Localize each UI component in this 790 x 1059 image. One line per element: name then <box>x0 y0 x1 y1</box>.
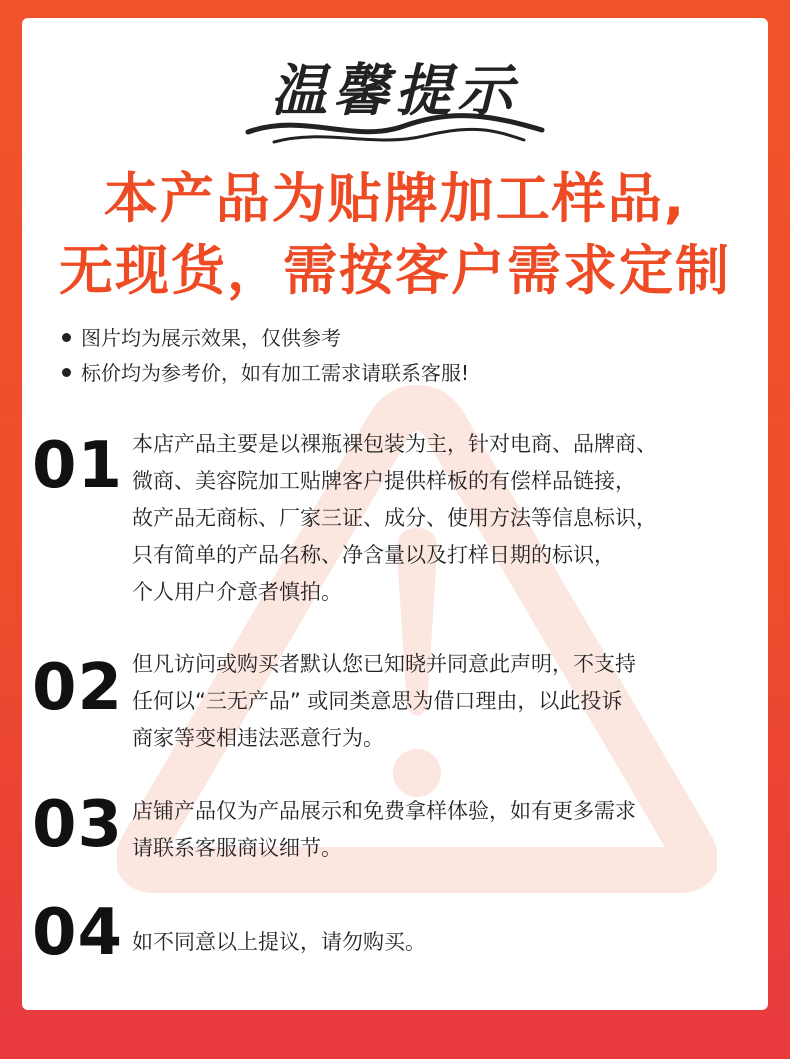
item-line: 个人用户介意者慎拍。 <box>132 580 342 604</box>
bullet-dot-icon <box>62 368 71 377</box>
bullet-item <box>62 324 341 352</box>
item-line: 故产品无商标、厂家三证、成分、使用方法等信息标识， <box>132 506 657 530</box>
item-text <box>132 646 742 757</box>
item-number: 02 <box>32 651 124 725</box>
item-line: 任何以“三无产品” 或同类意思为借口理由，以此投诉 <box>132 689 623 713</box>
item-text <box>132 924 742 961</box>
headline-line-2: 无现货，需按客户需求定制 <box>59 239 731 302</box>
item-line: 商家等变相违法恶意行为。 <box>132 726 384 750</box>
item-number: 04 <box>32 896 124 970</box>
item-text <box>132 793 742 867</box>
bullet-text: 图片均为展示效果，仅供参考 <box>81 326 341 350</box>
logo <box>244 48 546 148</box>
item-text <box>132 426 742 611</box>
item-line: 本店产品主要是以裸瓶裸包装为主，针对电商、品牌商、 <box>132 432 657 456</box>
logo-text: 温馨提示 <box>271 58 519 124</box>
bullet-item <box>62 359 469 387</box>
bullet-text: 标价均为参考价，如有加工需求请联系客服! <box>81 361 470 385</box>
item-number: 03 <box>32 788 124 862</box>
notice-card <box>22 18 768 1010</box>
item-line: 但凡访问或购买者默认您已知晓并同意此声明，不支持 <box>132 652 636 676</box>
item-line: 请联系客服商议细节。 <box>132 836 342 860</box>
item-line: 微商、美容院加工贴牌客户提供样板的有偿样品链接， <box>132 469 636 493</box>
item-number: 01 <box>32 429 124 503</box>
bullet-dot-icon <box>62 333 71 342</box>
item-line: 如不同意以上提议，请勿购买。 <box>132 930 426 954</box>
wave-icon <box>244 110 546 146</box>
item-line: 店铺产品仅为产品展示和免费拿样体验，如有更多需求 <box>132 799 636 823</box>
item-line: 只有简单的产品名称、净含量以及打样日期的标识， <box>132 543 615 567</box>
headline-line-1: 本产品为贴牌加工样品, <box>103 167 687 230</box>
